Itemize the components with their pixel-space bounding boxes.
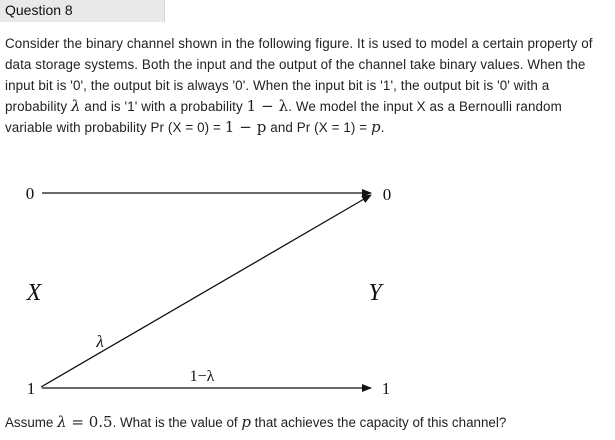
input-zero-label: 0 xyxy=(25,184,35,203)
output-one-label: 1 xyxy=(381,379,391,398)
input-one-label: 1 xyxy=(26,379,36,398)
prompt-lambda: λ xyxy=(70,97,81,115)
footer-equals-value: = 0.5 xyxy=(66,413,113,431)
prompt-text-5: . xyxy=(380,120,385,135)
output-zero-label: 0 xyxy=(382,185,392,204)
prompt-text-4: and Pr (X = 1) = xyxy=(266,120,371,135)
binary-channel-diagram xyxy=(0,172,615,407)
straight-probability-label: 1−λ xyxy=(189,368,215,385)
footer-text-1: Assume xyxy=(5,415,58,430)
question-header xyxy=(0,0,165,22)
input-variable-label: X xyxy=(26,280,42,306)
footer-text-2: . What is the value of xyxy=(112,415,242,430)
prompt-text-2: and is '1' with a probability xyxy=(80,99,247,114)
output-variable-label: Y xyxy=(368,280,382,306)
prompt-text-1: Consider the binary channel shown in the following figure. It is used to model a certain property of data storage systems. Both the input and the output of the channel take binary values. When the input bit is '0', the output bit is always '0'. When the input bit is '1', the output bit is '0' with a probability xyxy=(5,36,593,114)
prompt-one-minus-p: 1 − p xyxy=(224,118,267,136)
footer-lambda: λ xyxy=(57,413,67,431)
question-prompt xyxy=(5,33,611,138)
prompt-one-minus-lambda: 1 − λ xyxy=(246,97,289,115)
prompt-p: p xyxy=(371,118,381,136)
footer-p: p xyxy=(241,413,251,431)
footer-text-3: that achieves the capacity of this channel? xyxy=(250,415,507,430)
question-title: Question 8 xyxy=(5,2,73,18)
prompt-text-3: . We model the input X as a Bernoulli random variable with probability Pr (X = 0) = xyxy=(5,99,562,135)
question-footer xyxy=(5,413,506,431)
channel-edge-1-to-0 xyxy=(41,195,371,387)
crossover-probability-label: λ xyxy=(96,332,104,351)
